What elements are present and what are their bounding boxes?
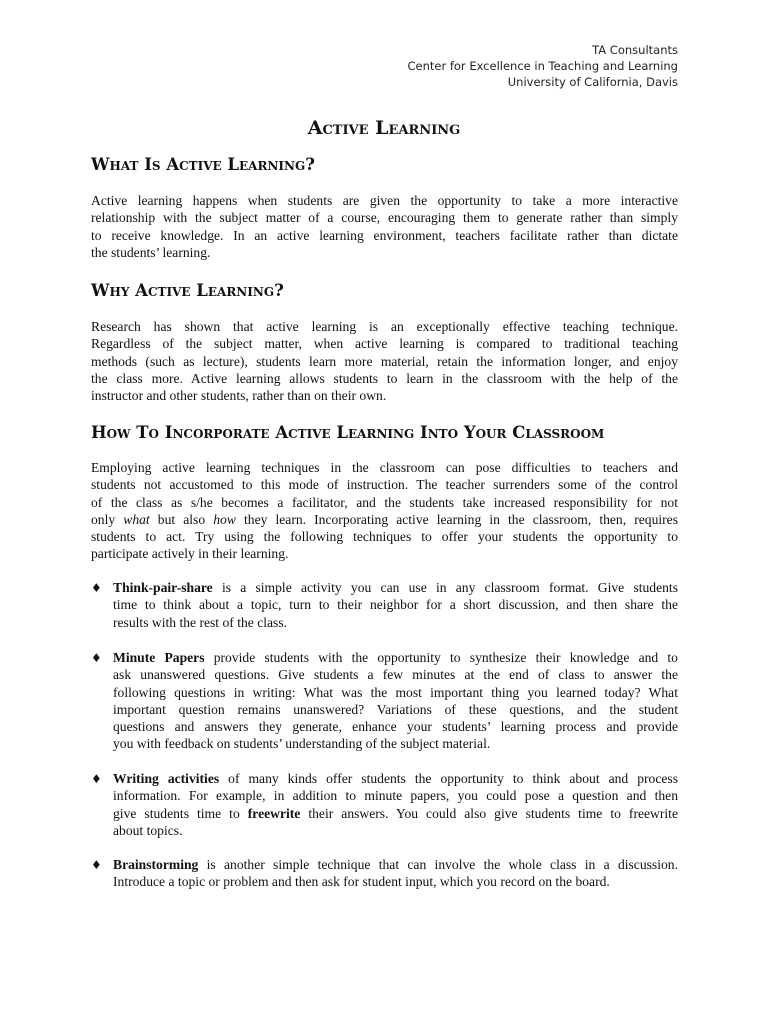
term-freewrite: freewrite: [247, 805, 301, 821]
text-line: students to act. Try using the following techniques to offer your students the opportunity to: [91, 529, 678, 545]
text-run: only: [91, 511, 124, 527]
text-run: but also: [149, 511, 214, 527]
text-line: participate actively in their learning.: [91, 546, 289, 562]
text-run: give students time to: [113, 805, 248, 821]
document-header: [407, 42, 678, 90]
text-run: they learn. Incorporating active learning in the classroom, then, requires: [235, 511, 678, 527]
text-line: Introduce a topic or problem and then ask for student input, which you record on the board.: [113, 874, 610, 890]
text-run: is another simple technique that can involve the whole class in a discussion.: [198, 857, 678, 872]
paragraph-why: [91, 318, 678, 404]
diamond-bullet-icon: ♦: [91, 581, 102, 595]
heading-why-active-learning: Why Active Learning?: [91, 281, 284, 300]
text-line: information. For example, in addition to minute papers, you could pose a question and then: [113, 788, 678, 804]
text-line: ask unanswered questions. Give students a few minutes at the end of class to answer the: [113, 667, 678, 683]
text-line: time to think about a topic, turn to their neighbor for a short discussion, and then share the: [113, 597, 678, 613]
text-line: of the class as s/he becomes a facilitator, and the students take increased responsibility for not: [91, 494, 678, 510]
list-item-body: [113, 649, 678, 753]
list-item-body: [113, 856, 678, 891]
heading-what-is-active-learning: What Is Active Learning?: [91, 155, 315, 174]
text-line: relationship with the subject matter of a course, encouraging them to generate rather than simply: [91, 210, 678, 226]
text-line: [113, 856, 678, 873]
emphasis-what: what: [123, 511, 150, 527]
text-line: Research has shown that active learning is an exceptionally effective teaching technique.: [91, 319, 678, 334]
text-line: methods (such as lecture), students learn more material, retain the information longer, and enjoy: [91, 353, 678, 369]
term-minute-papers: Minute Papers: [113, 650, 205, 665]
text-line: questions and answers they generate, enhance your students’ learning process and provide: [113, 719, 678, 735]
text-line: Regardless of the subject matter, when active learning is compared to traditional teaching: [91, 336, 678, 352]
header-line-org: TA Consultants: [592, 43, 678, 57]
term-think-pair-share: Think-pair-share: [113, 580, 213, 595]
text-line: students not accustomed to this mode of instruction. The teacher surrenders some of the control: [91, 477, 678, 493]
document-title: Active Learning: [307, 117, 461, 139]
text-line: to receive knowledge. In an active learning environment, teachers facilitate rather than dictate: [91, 227, 678, 243]
text-line: [113, 805, 678, 822]
term-brainstorming: Brainstorming: [113, 857, 199, 872]
text-line: the class more. Active learning allows students to learn in the classroom with the help of the: [91, 370, 678, 386]
text-line: [91, 511, 678, 528]
text-run: is a simple activity you can use in any classroom format. Give students: [212, 580, 678, 595]
text-run: of many kinds offer students the opportunity to think about and process: [219, 771, 678, 786]
text-line: [113, 579, 678, 596]
term-writing-activities: Writing activities: [113, 771, 220, 786]
heading-how-to-incorporate: How To Incorporate Active Learning Into Your Classroom: [91, 423, 605, 442]
text-line: [113, 770, 678, 787]
text-line: results with the rest of the class.: [113, 614, 288, 630]
text-line: about topics.: [113, 822, 183, 838]
emphasis-how: how: [213, 511, 236, 527]
text-line: Employing active learning techniques in the classroom can pose difficulties to teachers and: [91, 460, 678, 475]
text-line: following questions in writing: What was the most important thing you learned today? What: [113, 684, 678, 700]
text-line: important question remains unanswered? Variations of these questions, and the student: [113, 701, 678, 717]
diamond-bullet-icon: ♦: [91, 651, 102, 665]
text-line: instructor and other students, rather than on their own.: [91, 388, 387, 404]
text-line: Active learning happens when students are given the opportunity to take a more interactive: [91, 193, 678, 208]
text-line: you with feedback on students’ understanding of the subject material.: [113, 736, 491, 752]
paragraph-what: [91, 192, 678, 261]
header-line-center: Center for Excellence in Teaching and Learning: [407, 59, 678, 73]
paragraph-how: [91, 459, 678, 563]
text-line: [113, 649, 678, 666]
header-line-university: University of California, Davis: [507, 75, 678, 89]
text-run: provide students with the opportunity to synthesize their knowledge and to: [204, 650, 678, 665]
list-item-body: [113, 579, 678, 631]
text-line: the students’ learning.: [91, 244, 211, 260]
list-item-body: [113, 770, 678, 839]
diamond-bullet-icon: ♦: [91, 772, 102, 786]
diamond-bullet-icon: ♦: [91, 858, 102, 872]
text-run: their answers. You could also give students time to freewrite: [300, 805, 678, 821]
